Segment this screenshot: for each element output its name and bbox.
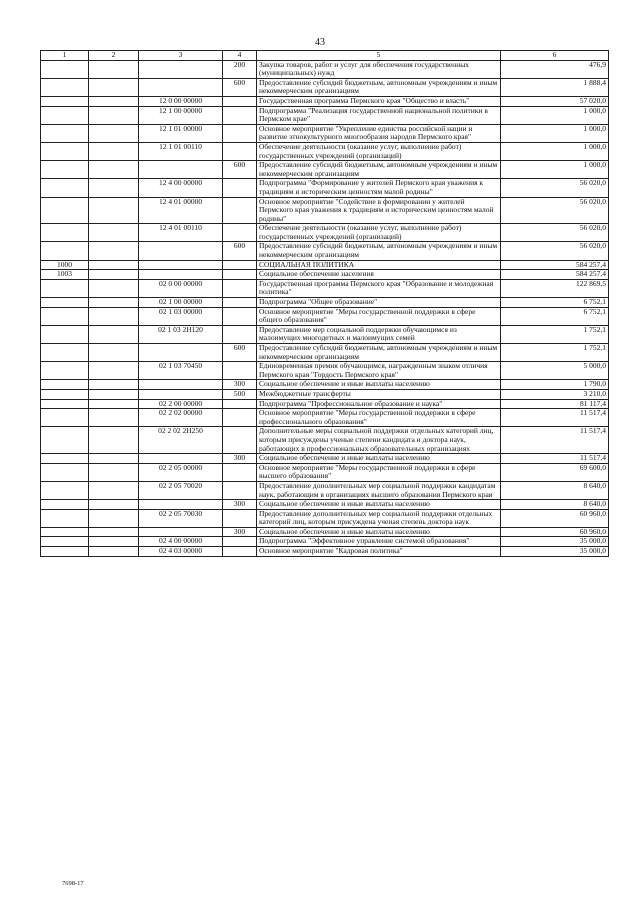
subsection-code-cell [89, 500, 139, 510]
amount-cell: 6 752,1 [501, 298, 609, 308]
column-header: 4 [223, 51, 257, 61]
section-code-cell [41, 344, 89, 362]
section-code-cell [41, 224, 89, 242]
section-code-cell [41, 463, 89, 481]
section-code-cell [41, 325, 89, 343]
expense-type-code-cell: 300 [223, 500, 257, 510]
section-code-cell [41, 481, 89, 499]
table-row [41, 270, 609, 280]
expense-type-code-cell [223, 260, 257, 270]
target-article-code-cell [139, 389, 223, 399]
section-code-cell [41, 142, 89, 160]
expense-type-code-cell [223, 362, 257, 380]
amount-cell: 60 960,0 [501, 509, 609, 527]
subsection-code-cell [89, 509, 139, 527]
subsection-code-cell [89, 298, 139, 308]
table-row [41, 325, 609, 343]
expense-name-cell: Основное мероприятие "Кадровая политика" [257, 547, 501, 557]
section-code-cell [41, 242, 89, 260]
subsection-code-cell [89, 279, 139, 297]
expense-type-code-cell: 300 [223, 527, 257, 537]
expense-name-cell: Основное мероприятие "Укрепление единства российской нации и развитие этнокультурного многообразия народов Пермского края" [257, 124, 501, 142]
section-code-cell [41, 409, 89, 427]
table-row [41, 362, 609, 380]
section-code-cell: 1003 [41, 270, 89, 280]
amount-cell: 5 000,0 [501, 362, 609, 380]
section-code-cell [41, 527, 89, 537]
table-row [41, 224, 609, 242]
target-article-code-cell: 12 0 00 00000 [139, 96, 223, 106]
expense-name-cell: Социальное обеспечение населения [257, 270, 501, 280]
subsection-code-cell [89, 224, 139, 242]
table-row [41, 463, 609, 481]
amount-cell: 11 517,4 [501, 454, 609, 464]
table-row [41, 409, 609, 427]
expense-name-cell: Социальное обеспечение и иные выплаты населению [257, 454, 501, 464]
section-code-cell [41, 179, 89, 197]
target-article-code-cell: 02 2 05 00000 [139, 463, 223, 481]
section-code-cell [41, 279, 89, 297]
amount-cell: 1 752,1 [501, 325, 609, 343]
subsection-code-cell [89, 270, 139, 280]
expense-type-code-cell: 300 [223, 454, 257, 464]
table-row [41, 78, 609, 96]
page-number: 43 [315, 37, 325, 48]
expense-name-cell: Подпрограмма "Формирование у жителей Пермского края уважения к традициям и историческим ценностям малой родины" [257, 179, 501, 197]
target-article-code-cell: 02 2 00 00000 [139, 399, 223, 409]
table-row [41, 344, 609, 362]
document-code: 7698-17 [62, 880, 84, 887]
subsection-code-cell [89, 537, 139, 547]
target-article-code-cell: 02 4 03 00000 [139, 547, 223, 557]
section-code-cell [41, 78, 89, 96]
amount-cell: 1 752,1 [501, 344, 609, 362]
section-code-cell [41, 106, 89, 124]
target-article-code-cell [139, 270, 223, 280]
section-code-cell [41, 547, 89, 557]
expense-type-code-cell: 300 [223, 380, 257, 390]
expense-name-cell: Закупка товаров, работ и услуг для обеспечения государственных (муниципальных) нужд [257, 60, 501, 78]
target-article-code-cell: 02 2 02 00000 [139, 409, 223, 427]
amount-cell: 56 020,0 [501, 179, 609, 197]
table-row [41, 60, 609, 78]
amount-cell: 584 257,4 [501, 270, 609, 280]
target-article-code-cell: 02 1 03 2Н120 [139, 325, 223, 343]
section-code-cell [41, 537, 89, 547]
subsection-code-cell [89, 380, 139, 390]
column-header: 1 [41, 51, 89, 61]
target-article-code-cell: 02 2 05 70020 [139, 481, 223, 499]
expense-type-code-cell [223, 547, 257, 557]
target-article-code-cell [139, 344, 223, 362]
expense-name-cell: Предоставление субсидий бюджетным, автономным учреждениям и иным некоммерческим организациям [257, 344, 501, 362]
subsection-code-cell [89, 362, 139, 380]
section-code-cell [41, 298, 89, 308]
subsection-code-cell [89, 124, 139, 142]
amount-cell: 1 888,4 [501, 78, 609, 96]
budget-table [40, 50, 609, 557]
amount-cell: 8 640,0 [501, 481, 609, 499]
table-row [41, 179, 609, 197]
subsection-code-cell [89, 481, 139, 499]
subsection-code-cell [89, 260, 139, 270]
subsection-code-cell [89, 399, 139, 409]
subsection-code-cell [89, 197, 139, 224]
table-row [41, 142, 609, 160]
amount-cell: 35 000,0 [501, 537, 609, 547]
subsection-code-cell [89, 344, 139, 362]
amount-cell: 81 117,4 [501, 399, 609, 409]
table-row [41, 389, 609, 399]
column-header: 3 [139, 51, 223, 61]
expense-type-code-cell: 600 [223, 344, 257, 362]
section-code-cell [41, 307, 89, 325]
expense-name-cell: Государственная программа Пермского края "Общество и власть" [257, 96, 501, 106]
amount-cell: 11 517,4 [501, 409, 609, 427]
section-code-cell [41, 96, 89, 106]
expense-type-code-cell [223, 197, 257, 224]
table-row [41, 242, 609, 260]
expense-type-code-cell [223, 409, 257, 427]
subsection-code-cell [89, 463, 139, 481]
amount-cell: 1 790,0 [501, 380, 609, 390]
subsection-code-cell [89, 325, 139, 343]
target-article-code-cell [139, 380, 223, 390]
table-row [41, 106, 609, 124]
target-article-code-cell: 02 1 03 00000 [139, 307, 223, 325]
expense-name-cell: Предоставление мер социальной поддержки обучающимся из малоимущих многодетных и малоимущих семей [257, 325, 501, 343]
subsection-code-cell [89, 142, 139, 160]
amount-cell: 122 869,5 [501, 279, 609, 297]
expense-name-cell: Подпрограмма "Эффективное управление системой образования" [257, 537, 501, 547]
target-article-code-cell: 02 1 03 70450 [139, 362, 223, 380]
expense-type-code-cell [223, 279, 257, 297]
section-code-cell [41, 362, 89, 380]
target-article-code-cell: 12 1 00 00000 [139, 106, 223, 124]
subsection-code-cell [89, 242, 139, 260]
target-article-code-cell [139, 500, 223, 510]
amount-cell: 69 600,0 [501, 463, 609, 481]
amount-cell: 8 640,0 [501, 500, 609, 510]
expense-name-cell: Подпрограмма "Реализация государственной национальной политики в Пермском крае" [257, 106, 501, 124]
table-row [41, 279, 609, 297]
section-code-cell: 1000 [41, 260, 89, 270]
expense-name-cell: СОЦИАЛЬНАЯ ПОЛИТИКА [257, 260, 501, 270]
expense-type-code-cell [223, 463, 257, 481]
section-code-cell [41, 427, 89, 454]
table-row [41, 197, 609, 224]
target-article-code-cell [139, 242, 223, 260]
subsection-code-cell [89, 454, 139, 464]
expense-name-cell: Предоставление дополнительных мер социальной поддержки отдельных категорий лиц, которым присуждена ученая степень доктора наук [257, 509, 501, 527]
expense-name-cell: Предоставление субсидий бюджетным, автономным учреждениям и иным некоммерческим организациям [257, 242, 501, 260]
column-header: 6 [501, 51, 609, 61]
table-row [41, 96, 609, 106]
expense-name-cell: Подпрограмма "Профессиональное образование и наука" [257, 399, 501, 409]
expense-type-code-cell [223, 325, 257, 343]
subsection-code-cell [89, 161, 139, 179]
target-article-code-cell: 12 1 01 00110 [139, 142, 223, 160]
expense-type-code-cell [223, 224, 257, 242]
target-article-code-cell: 02 2 05 70030 [139, 509, 223, 527]
expense-name-cell: Основное мероприятие "Меры государственной поддержки в сфере высшего образования" [257, 463, 501, 481]
expense-type-code-cell [223, 298, 257, 308]
table-row [41, 481, 609, 499]
subsection-code-cell [89, 427, 139, 454]
target-article-code-cell: 02 1 00 00000 [139, 298, 223, 308]
expense-type-code-cell [223, 124, 257, 142]
amount-cell: 1 000,0 [501, 124, 609, 142]
expense-type-code-cell: 500 [223, 389, 257, 399]
section-code-cell [41, 197, 89, 224]
expense-name-cell: Обеспечение деятельности (оказание услуг, выполнение работ) государственных учреждений (организаций) [257, 142, 501, 160]
target-article-code-cell: 12 1 01 00000 [139, 124, 223, 142]
expense-name-cell: Основное мероприятие "Содействие в формировании у жителей Пермского края уважения к традициям и историческим ценностям малой родины" [257, 197, 501, 224]
expense-type-code-cell: 600 [223, 78, 257, 96]
expense-type-code-cell [223, 307, 257, 325]
expense-type-code-cell [223, 399, 257, 409]
section-code-cell [41, 389, 89, 399]
expense-name-cell: Дополнительные меры социальной поддержки отдельных категорий лиц, которым присуждены ученые степени кандидата и доктора наук, работающих в профессиональных образовательных организациях [257, 427, 501, 454]
subsection-code-cell [89, 78, 139, 96]
table-row [41, 124, 609, 142]
table-row [41, 427, 609, 454]
expense-type-code-cell [223, 179, 257, 197]
amount-cell: 1 000,0 [501, 106, 609, 124]
expense-type-code-cell [223, 509, 257, 527]
expense-name-cell: Социальное обеспечение и иные выплаты населению [257, 527, 501, 537]
section-code-cell [41, 454, 89, 464]
amount-cell: 3 210,0 [501, 389, 609, 399]
table-row [41, 509, 609, 527]
expense-type-code-cell [223, 142, 257, 160]
target-article-code-cell: 02 4 00 00000 [139, 537, 223, 547]
expense-type-code-cell [223, 106, 257, 124]
table-row [41, 161, 609, 179]
target-article-code-cell: 02 0 00 00000 [139, 279, 223, 297]
section-code-cell [41, 161, 89, 179]
target-article-code-cell [139, 260, 223, 270]
table-row [41, 547, 609, 557]
amount-cell: 11 517,4 [501, 427, 609, 454]
amount-cell: 57 020,0 [501, 96, 609, 106]
amount-cell: 584 257,4 [501, 260, 609, 270]
amount-cell: 60 960,0 [501, 527, 609, 537]
expense-name-cell: Межбюджетные трансферты [257, 389, 501, 399]
amount-cell: 56 020,0 [501, 197, 609, 224]
target-article-code-cell: 12 4 00 00000 [139, 179, 223, 197]
expense-type-code-cell [223, 96, 257, 106]
expense-name-cell: Единовременная премия обучающимся, награжденным знаком отличия Пермского края "Гордость Пермского края" [257, 362, 501, 380]
target-article-code-cell [139, 454, 223, 464]
subsection-code-cell [89, 179, 139, 197]
subsection-code-cell [89, 96, 139, 106]
target-article-code-cell: 02 2 02 2Н250 [139, 427, 223, 454]
table-row [41, 298, 609, 308]
section-code-cell [41, 399, 89, 409]
expense-name-cell: Обеспечение деятельности (оказание услуг, выполнение работ) государственных учреждений (организаций) [257, 224, 501, 242]
expense-name-cell: Подпрограмма "Общее образование" [257, 298, 501, 308]
subsection-code-cell [89, 409, 139, 427]
expense-name-cell: Предоставление субсидий бюджетным, автономным учреждениям и иным некоммерческим организациям [257, 78, 501, 96]
section-code-cell [41, 500, 89, 510]
section-code-cell [41, 509, 89, 527]
expense-type-code-cell [223, 270, 257, 280]
amount-cell: 476,9 [501, 60, 609, 78]
expense-name-cell: Государственная программа Пермского края "Образование и молодежная политика" [257, 279, 501, 297]
table-row [41, 307, 609, 325]
target-article-code-cell: 12 4 01 00000 [139, 197, 223, 224]
expense-type-code-cell [223, 427, 257, 454]
expense-name-cell: Основное мероприятие "Меры государственной поддержки в сфере общего образования" [257, 307, 501, 325]
expense-name-cell: Социальное обеспечение и иные выплаты населению [257, 500, 501, 510]
amount-cell: 35 000,0 [501, 547, 609, 557]
target-article-code-cell: 12 4 01 00110 [139, 224, 223, 242]
target-article-code-cell [139, 161, 223, 179]
expense-name-cell: Социальное обеспечение и иные выплаты населению [257, 380, 501, 390]
amount-cell: 1 000,0 [501, 161, 609, 179]
subsection-code-cell [89, 527, 139, 537]
column-header: 5 [257, 51, 501, 61]
section-code-cell [41, 60, 89, 78]
amount-cell: 6 752,1 [501, 307, 609, 325]
subsection-code-cell [89, 106, 139, 124]
section-code-cell [41, 380, 89, 390]
expense-name-cell: Основное мероприятие "Меры государственной поддержки в сфере профессионального образования" [257, 409, 501, 427]
column-header: 2 [89, 51, 139, 61]
subsection-code-cell [89, 307, 139, 325]
expense-name-cell: Предоставление дополнительных мер социальной поддержки кандидатам наук, работающим в организациях высшего образования Пермского края [257, 481, 501, 499]
table-row [41, 454, 609, 464]
table-header-row [41, 51, 609, 61]
amount-cell: 56 020,0 [501, 224, 609, 242]
expense-type-code-cell: 600 [223, 161, 257, 179]
subsection-code-cell [89, 389, 139, 399]
expense-type-code-cell: 600 [223, 242, 257, 260]
expense-type-code-cell: 200 [223, 60, 257, 78]
target-article-code-cell [139, 78, 223, 96]
subsection-code-cell [89, 60, 139, 78]
amount-cell: 1 000,0 [501, 142, 609, 160]
expense-type-code-cell [223, 537, 257, 547]
amount-cell: 56 020,0 [501, 242, 609, 260]
table-row [41, 500, 609, 510]
expense-name-cell: Предоставление субсидий бюджетным, автономным учреждениям и иным некоммерческим организациям [257, 161, 501, 179]
subsection-code-cell [89, 547, 139, 557]
expense-type-code-cell [223, 481, 257, 499]
section-code-cell [41, 124, 89, 142]
target-article-code-cell [139, 60, 223, 78]
